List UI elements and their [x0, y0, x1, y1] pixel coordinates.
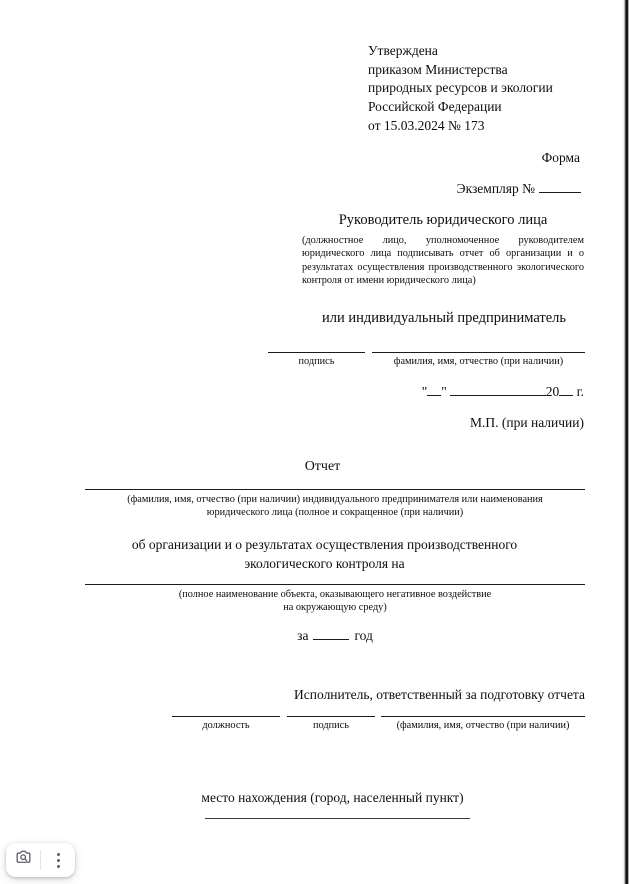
footer-location-label: место нахождения (город, населенный пункт) — [201, 790, 464, 805]
copy-number-row — [300, 181, 581, 197]
footer-location-rule[interactable] — [205, 818, 470, 819]
signature-rule-signature[interactable] — [268, 352, 365, 353]
report-object-rule[interactable] — [85, 584, 585, 585]
executor-title: Исполнитель, ответственный за подготовку отчета — [294, 687, 585, 702]
date-quote-close: " — [441, 384, 447, 399]
head-of-entity-note: (должностное лицо, уполномоченное руководителем юридического лица подписывать отчет об организации и о результатах осуществления производственного экологического контроля от имени юридического лица) — [302, 235, 584, 287]
report-year-prefix: за — [297, 628, 309, 643]
report-year-suffix: год — [354, 628, 373, 643]
date-year-prefix: 20 — [545, 384, 560, 399]
executor-caption-signature: подпись — [313, 720, 349, 731]
more-options-button[interactable] — [41, 843, 75, 877]
date-day-input[interactable] — [427, 395, 441, 396]
report-subject-rule[interactable] — [85, 489, 585, 490]
form-label: Форма — [541, 150, 580, 165]
report-about-line2: экологического контроля на — [244, 555, 405, 571]
approval-line-1: Утверждена — [368, 43, 438, 58]
report-year-input[interactable] — [313, 639, 349, 640]
report-about-line1: об организации и о результатах осуществления производственного — [131, 537, 518, 552]
lens-search-button[interactable] — [6, 843, 40, 877]
head-of-entity-title: Руководитель юридического лица — [338, 212, 548, 228]
report-object-caption — [85, 588, 585, 615]
report-about — [92, 536, 557, 573]
approval-line-2: приказом Министерства — [368, 61, 508, 77]
date-year-input[interactable] — [559, 395, 573, 396]
executor-rule-fullname[interactable] — [381, 716, 585, 717]
report-object-caption-line2: на окружающую среду) — [283, 602, 387, 614]
report-title: Отчет — [304, 459, 341, 474]
copy-number-input[interactable] — [539, 192, 581, 193]
copy-number-label: Экземпляр № — [456, 181, 535, 196]
signature-caption-signature: подпись — [298, 356, 335, 367]
report-subject-caption-line2: юридического лица (полное и сокращенное (при наличии) — [206, 507, 464, 519]
approval-line-3: природных ресурсов и экологии — [368, 80, 553, 96]
executor-caption-fullname: (фамилия, имя, отчество (при наличии) — [396, 720, 570, 731]
report-year-row — [85, 628, 585, 644]
report-object-caption-line1: (полное наименование объекта, оказывающего негативное воздействие — [178, 589, 492, 600]
date-quote-open: " — [421, 384, 428, 399]
lens-camera-search-icon — [14, 848, 33, 872]
date-row — [300, 384, 584, 400]
signature-rule-fullname[interactable] — [372, 352, 585, 353]
seal-note: М.П. (при наличии) — [470, 415, 584, 430]
more-vertical-icon — [57, 853, 60, 868]
date-month-input[interactable] — [450, 395, 546, 396]
approval-line-5: от 15.03.2024 № 173 — [368, 117, 485, 133]
executor-rule-signature[interactable] — [287, 716, 375, 717]
lens-toolbar — [6, 843, 75, 877]
date-year-label: г. — [576, 384, 584, 399]
executor-rule-position[interactable] — [172, 716, 280, 717]
approval-block — [368, 42, 598, 135]
approval-line-4: Российской Федерации — [368, 98, 502, 114]
head-of-entity-alternative: или индивидуальный предприниматель — [321, 310, 567, 326]
signature-caption-fullname: фамилия, имя, отчество (при наличии) — [393, 356, 564, 367]
report-subject-caption-line1: (фамилия, имя, отчество (при наличии) индивидуального предпринимателя или наименования — [127, 494, 543, 505]
report-subject-caption — [85, 493, 585, 520]
executor-caption-position: должность — [202, 720, 250, 731]
